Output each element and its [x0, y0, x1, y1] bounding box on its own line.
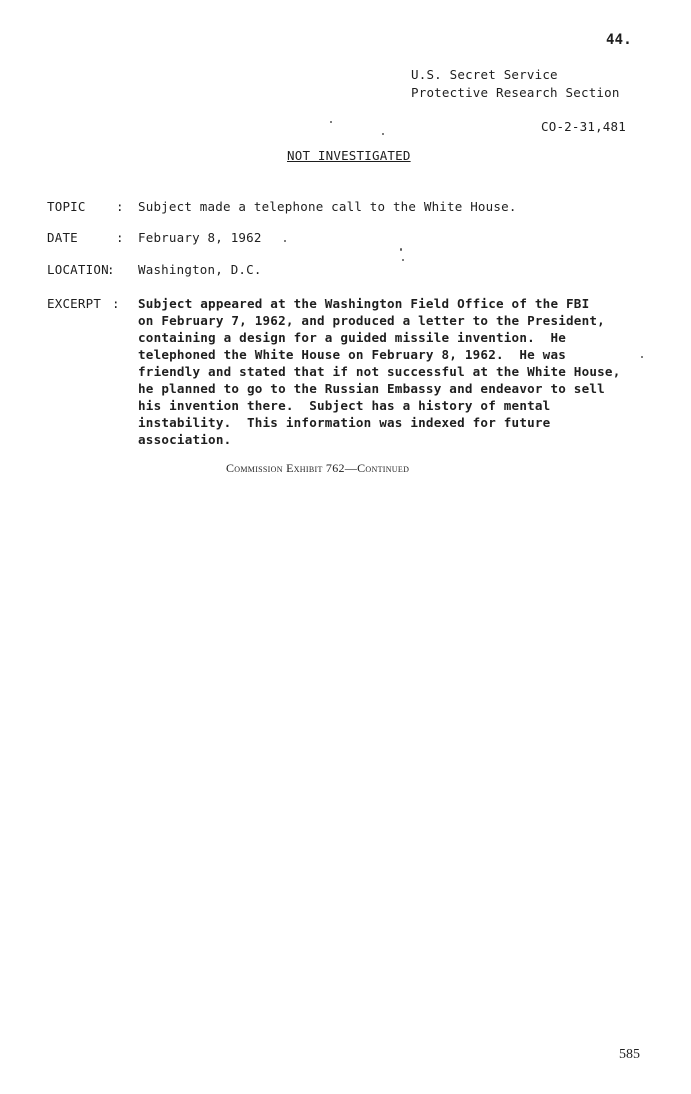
date-separator: :	[116, 230, 124, 245]
excerpt-line: Subject appeared at the Washington Field Office of the FBI	[138, 296, 590, 311]
excerpt-line: on February 7, 1962, and produced a letter to the President,	[138, 313, 605, 328]
location-value: Washington, D.C.	[138, 262, 262, 277]
location-label: LOCATION	[47, 262, 109, 277]
excerpt-separator: :	[112, 296, 120, 311]
topic-value: Subject made a telephone call to the White House.	[138, 199, 517, 214]
scan-speck	[382, 133, 384, 135]
scan-speck	[330, 121, 332, 123]
scan-speck	[400, 248, 402, 251]
excerpt-line: he planned to go to the Russian Embassy and endeavor to sell	[138, 381, 605, 396]
scan-speck	[402, 259, 404, 261]
page-number-top: 44.	[606, 32, 632, 48]
scan-speck	[284, 240, 286, 242]
excerpt-line: containing a design for a guided missile invention. He	[138, 330, 567, 345]
status-heading: NOT INVESTIGATED	[287, 148, 411, 163]
location-separator: :	[107, 262, 115, 277]
excerpt-line: association.	[138, 432, 232, 447]
date-label: DATE	[47, 230, 78, 245]
page-number-bottom: 585	[619, 1047, 640, 1062]
topic-label: TOPIC	[47, 199, 86, 214]
scan-speck	[641, 356, 643, 358]
excerpt-line: instability. This information was indexed for future	[138, 415, 551, 430]
excerpt-line: his invention there. Subject has a history of mental	[138, 398, 551, 413]
topic-separator: :	[116, 199, 124, 214]
exhibit-caption	[226, 461, 409, 476]
agency-name: U.S. Secret Service	[411, 67, 558, 82]
excerpt-line: telephoned the White House on February 8, 1962. He was	[138, 347, 567, 362]
exhibit-caption-text: Commission Exhibit 762—Continued	[226, 461, 410, 475]
agency-section: Protective Research Section	[411, 85, 620, 100]
file-number: CO-2-31,481	[541, 119, 626, 134]
date-value: February 8, 1962	[138, 230, 262, 245]
excerpt-label: EXCERPT	[47, 296, 102, 311]
excerpt-line: friendly and stated that if not successful at the White House,	[138, 364, 621, 379]
